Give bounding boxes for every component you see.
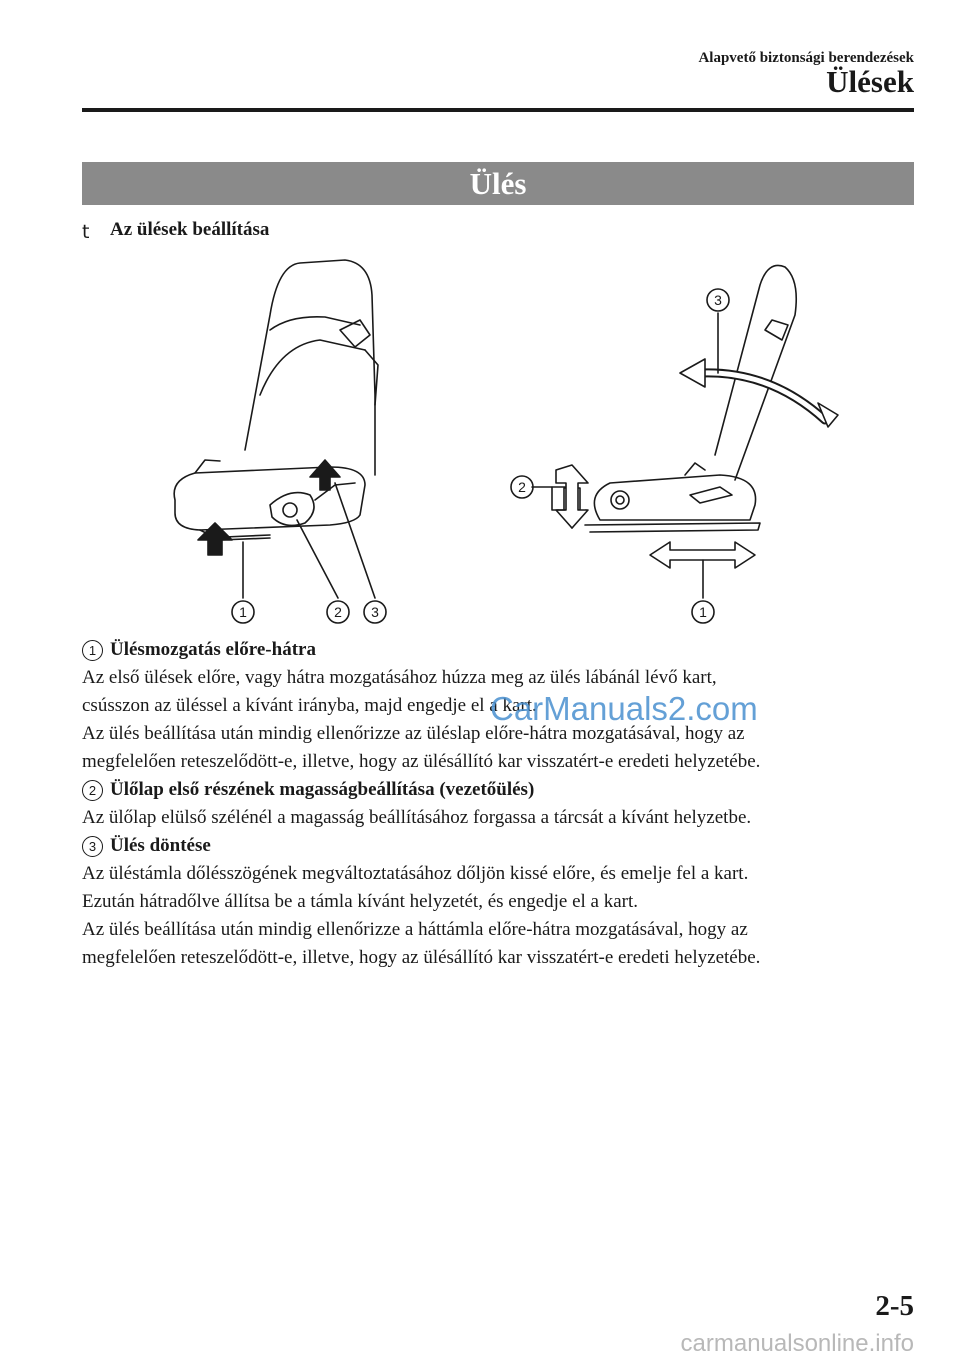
left-callout-3 xyxy=(364,601,386,623)
item-2 xyxy=(82,776,922,832)
item-1-heading xyxy=(82,636,922,664)
left-callout-lines xyxy=(243,483,375,598)
item-1-line-3: Az ülés beállítása után mindig ellenőrizze az üléslap előre-hátra mozgatásával, hogy az xyxy=(82,723,745,744)
item-1-number: 1 xyxy=(82,640,103,661)
right-callout-2 xyxy=(511,476,533,498)
right-callout-3 xyxy=(707,289,729,311)
item-2-line-1: Az ülőlap elülső szélénél a magasság beállításához forgassa a tárcsát a kívánt helyzetbe. xyxy=(82,807,752,828)
item-1-line-2: csússzon az üléssel a kívánt irányba, majd engedje el a kart. xyxy=(82,695,537,716)
instructions-body xyxy=(82,636,922,972)
header-subtitle: Alapvető biztonsági berendezések xyxy=(698,50,914,66)
footer-watermark[interactable]: carmanualsonline.info xyxy=(680,1330,914,1357)
left-callout-2 xyxy=(327,601,349,623)
item-3-line-4: megfelelően reteszelődött-e, illetve, hogy az ülésállító kar visszatért-e eredeti helyzetébe. xyxy=(82,947,761,968)
right-callout-3-label: 3 xyxy=(714,292,722,308)
right-callout-2-label: 2 xyxy=(518,479,526,495)
item-3-heading xyxy=(82,832,922,860)
watermark-link[interactable]: CarManuals2.com xyxy=(490,690,758,727)
page-number: 2-5 xyxy=(875,1290,914,1322)
seat-adjustment-figure xyxy=(160,255,850,635)
item-3-heading-text: Ülés döntése xyxy=(110,835,211,856)
item-3-line-3: Az ülés beállítása után mindig ellenőrizze a háttámla előre-hátra mozgatásával, hogy az xyxy=(82,919,748,940)
section-title: Az ülések beállítása xyxy=(110,219,270,240)
item-2-number: 2 xyxy=(82,780,103,801)
header-title: Ülések xyxy=(826,64,914,99)
seat-front-view-illustration xyxy=(174,260,378,555)
seat-side-view-illustration xyxy=(585,265,796,532)
item-1-line-4: megfelelően reteszelődött-e, illetve, hogy az ülésállító kar visszatért-e eredeti helyzetébe. xyxy=(82,751,761,772)
left-callout-1-label: 1 xyxy=(239,604,247,620)
item-1-line-1: Az első ülések előre, vagy hátra mozgatásához húzza meg az ülés lábánál lévő kart, xyxy=(82,667,717,688)
item-2-heading xyxy=(82,776,922,804)
item-3 xyxy=(82,832,922,972)
item-3-line-1: Az üléstámla dőlésszögének megváltoztatásához dőljön kissé előre, és emelje fel a kart. xyxy=(82,863,749,884)
recline-arrow-icon xyxy=(680,359,838,427)
item-1-heading-text: Ülésmozgatás előre-hátra xyxy=(110,639,316,660)
section-marker: t xyxy=(82,221,90,243)
height-arrow-icon xyxy=(556,465,588,528)
left-callout-2-label: 2 xyxy=(334,604,342,620)
item-3-number: 3 xyxy=(82,836,103,857)
item-2-heading-text: Ülőlap első részének magasságbeállítása (vezetőülés) xyxy=(110,779,535,800)
right-callout-1-label: 1 xyxy=(699,604,707,620)
right-callout-1 xyxy=(692,601,714,623)
item-3-line-2: Ezután hátradőlve állítsa be a támla kívánt helyzetét, és engedje el a kart. xyxy=(82,891,639,912)
left-callout-1 xyxy=(232,601,254,623)
left-callout-3-label: 3 xyxy=(371,604,379,620)
section-banner: Ülés xyxy=(82,162,914,205)
header-rule xyxy=(82,108,914,112)
